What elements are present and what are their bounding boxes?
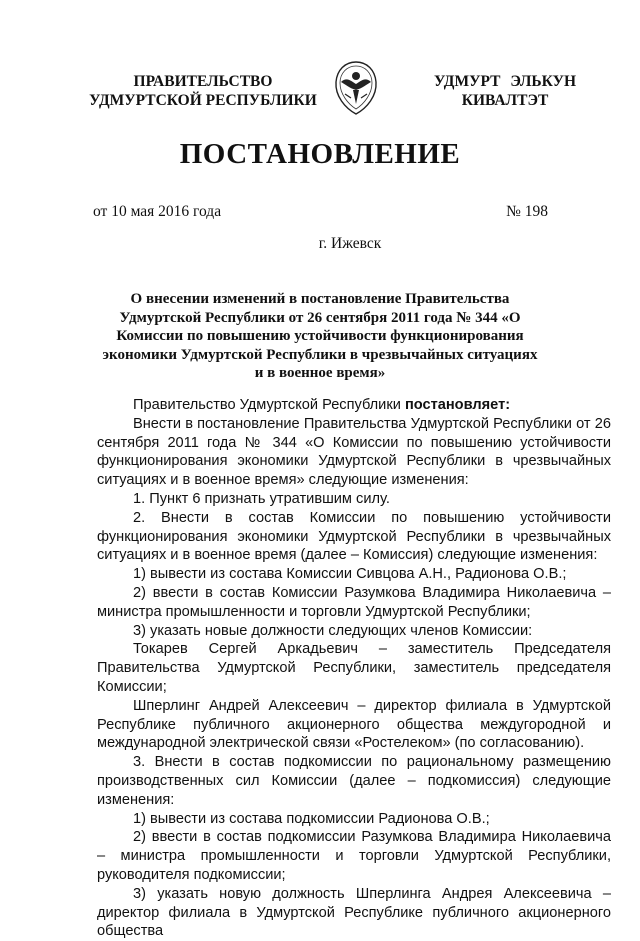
document-date: от 10 мая 2016 года <box>93 203 222 220</box>
preamble-verb: постановляет: <box>404 397 511 413</box>
body-paragraph: 1) вывести из состава подкомиссии Радионова О.В.; <box>133 810 490 827</box>
body-paragraph: Шперлинг Андрей Алексеевич – директор филиала в Удмуртской Республике публичного акционерного общества междугородной и международной электрической связи «Ростелеком» (по согласованию). <box>97 697 611 752</box>
document-title: О внесении изменений в постановление Правительства Удмуртской Республики от 26 сентября 2011 года № 344 «О Комиссии по повышению устойчивости функционирования экономики Удмуртской Республики в чрезвычайных ситуациях и в военное время» <box>102 291 538 381</box>
body-paragraph: 3) указать новые должности следующих членов Комиссии: <box>133 622 533 639</box>
body-paragraph: 3) указать новую должность Шперлинга Андрея Алексеевича – директор филиала в Удмуртской Республике публичного акционерного общества <box>97 885 611 940</box>
body-paragraph: 2. Внести в состав Комиссии по повышению устойчивости функционирования экономики Удмуртской Республики в чрезвычайных ситуациях и в военное время (далее – Комиссия) следующие изменения: <box>97 509 611 564</box>
government-name-line1: ПРАВИТЕЛЬСТВО <box>133 73 273 90</box>
body-paragraph: 1. Пункт 6 признать утратившим силу. <box>133 490 390 507</box>
government-name-russian <box>88 72 318 110</box>
government-name-udmurt-line2: КИВАЛТЭТ <box>461 92 549 109</box>
body-paragraph: Внести в постановление Правительства Удмуртской Республики от 26 сентября 2011 года № 344 «О Комиссии по повышению устойчивости функционирования экономики Удмуртской Республики в чрезвычайных ситуациях и в военное время» следующие изменения: <box>97 415 611 489</box>
body-paragraph: 2) ввести в состав Комиссии Разумкова Владимира Николаевича – министра промышленности и торговли Удмуртской Республики; <box>97 584 611 620</box>
body-paragraph: 3. Внести в состав подкомиссии по рациональному размещению производственных сил Комиссии (далее – подкомиссия) следующие изменения: <box>97 754 611 808</box>
preamble-text: Правительство Удмуртской Республики <box>133 397 405 413</box>
document-type-heading: ПОСТАНОВЛЕНИЕ <box>179 138 461 170</box>
government-name-udmurt-line1: УДМУРТ ЭЛЬКУН <box>433 73 577 90</box>
government-name-udmurt <box>420 72 590 110</box>
document-city: г. Ижевск <box>318 235 382 252</box>
coat-of-arms-icon <box>331 60 381 116</box>
document-body <box>97 396 611 941</box>
government-name-line2: УДМУРТСКОЙ РЕСПУБЛИКИ <box>89 92 317 109</box>
body-paragraph: 2) ввести в состав подкомиссии Разумкова Владимира Николаевича – министра промышленности и торговли Удмуртской Республики, руководителя подкомиссии; <box>97 829 611 883</box>
body-paragraph: 1) вывести из состава Комиссии Сивцова А.Н., Радионова О.В.; <box>133 566 567 583</box>
body-paragraph <box>97 396 611 415</box>
document-number: № 198 <box>506 203 548 220</box>
body-paragraph: Токарев Сергей Аркадьевич – заместитель Председателя Правительства Удмуртской Республики, заместитель председателя Комиссии; <box>97 641 611 695</box>
